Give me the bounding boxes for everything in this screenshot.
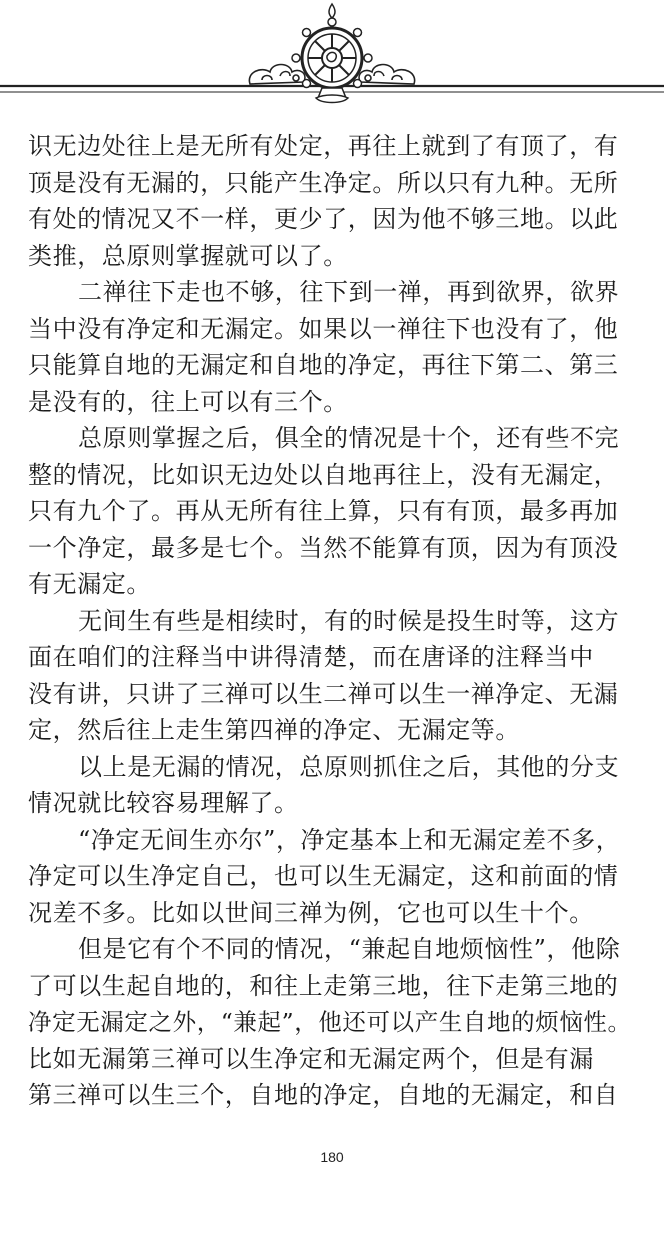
text-line: 只有九个了。再从无所有往上算，只有有顶，最多再加 — [28, 497, 619, 525]
paragraph-first-line: 但是它有个不同的情况，“兼起自地烦恼性”，他除 — [78, 935, 621, 963]
text-line: 比如无漏第三禅可以生净定和无漏定两个，但是有漏 — [28, 1044, 594, 1073]
text-line: 第三禅可以生三个，自地的净定，自地的无漏定，和自 — [28, 1081, 619, 1109]
text-line: 没有讲，只讲了三禅可以生二禅可以生一禅净定、无漏 — [28, 679, 619, 708]
text-line: 整的情况，比如识无边处以自地再往上，没有无漏定， — [28, 460, 619, 489]
text-line: 类推，总原则掌握就可以了。 — [28, 241, 348, 270]
text-line: 一个净定，最多是七个。当然不能算有顶，因为有顶没 — [28, 533, 619, 562]
text-line: 况差不多。比如以世间三禅为例，它也可以生十个。 — [28, 898, 594, 927]
paragraph-first-line: “净定无间生亦尔”，净定基本上和无漏定差不多， — [78, 825, 621, 854]
page-number: 180 — [320, 1149, 344, 1165]
text-line: 是没有的，往上可以有三个。 — [28, 387, 348, 416]
text-line: 净定可以生净定自己，也可以生无漏定，这和前面的情 — [28, 862, 619, 890]
text-line: 有无漏定。 — [28, 570, 151, 598]
text-line: 只能算自地的无漏定和自地的净定，再往下第二、第三 — [28, 351, 619, 379]
body-text — [28, 128, 640, 1114]
paragraph-first-line: 二禅往下走也不够，往下到一禅，再到欲界，欲界 — [78, 278, 620, 306]
header-ornament — [0, 0, 664, 110]
text-line: 定，然后往上走生第四禅的净定、无漏定等。 — [28, 716, 520, 744]
text-line: 有处的情况又不一样，更少了，因为他不够三地。以此 — [28, 205, 619, 233]
text-line: 情况就比较容易理解了。 — [28, 789, 299, 817]
dharma-wheel-icon — [292, 4, 372, 103]
cloud-ornament-left-icon — [249, 65, 305, 85]
paragraph-first-line: 无间生有些是相续时，有的时候是投生时等，这方 — [78, 606, 620, 635]
paragraph-first-line: 总原则掌握之后，俱全的情况是十个，还有些不完 — [78, 424, 620, 452]
cloud-ornament-right-icon — [359, 65, 415, 85]
text-line: 当中没有净定和无漏定。如果以一禅往下也没有了，他 — [28, 314, 619, 343]
text-line: 净定无漏定之外，“兼起”，他还可以产生自地的烦恼性。 — [28, 1008, 632, 1036]
paragraph-first-line: 以上是无漏的情况，总原则抓住之后，其他的分支 — [78, 752, 620, 781]
text-line: 识无边处往上是无所有处定，再往上就到了有顶了，有 — [28, 132, 619, 160]
text-line: 面在咱们的注释当中讲得清楚，而在唐译的注释当中 — [28, 643, 594, 671]
text-line: 了可以生起自地的，和往上走第三地，往下走第三地的 — [28, 971, 619, 1000]
text-line: 顶是没有无漏的，只能产生净定。所以只有九种。无所 — [28, 168, 619, 197]
